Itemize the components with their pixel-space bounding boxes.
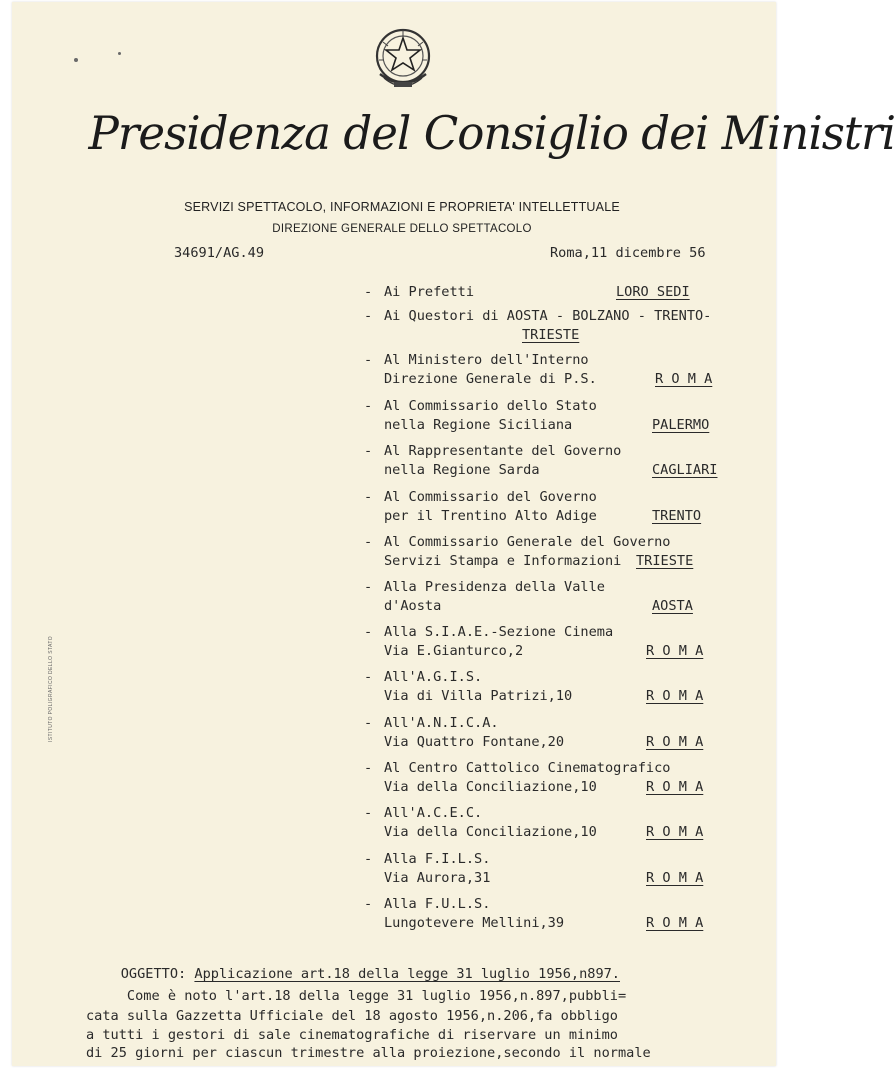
recipient-line: Ai Prefetti	[384, 284, 475, 300]
recipient-dash: -	[364, 579, 373, 595]
recipient-dash: -	[364, 489, 373, 505]
recipient-line: Via Quattro Fontane,20	[384, 733, 565, 750]
recipient-dash: -	[364, 669, 373, 685]
recipient-line: Via della Conciliazione,10	[384, 823, 597, 840]
subject-label: OGGETTO:	[120, 966, 187, 982]
recipient-city: TRENTO	[652, 507, 702, 524]
recipient-dash: -	[364, 352, 373, 368]
recipient-dash: -	[364, 534, 373, 550]
recipient-line: Lungotevere Mellini,39	[384, 914, 565, 931]
recipient-city: TRIESTE	[636, 552, 694, 569]
recipient-line: Via di Villa Patrizi,10	[384, 687, 573, 704]
recipient-line: Via Aurora,31	[384, 869, 491, 886]
recipient-line: Al Rappresentante del Governo	[384, 443, 622, 459]
recipient-line: TRIESTE	[522, 326, 580, 343]
recipient-city: R O M A	[655, 370, 713, 387]
recipient-dash: -	[364, 308, 373, 324]
recipient-city: R O M A	[646, 642, 704, 659]
recipient-city: AOSTA	[652, 597, 693, 614]
recipient-line: Alla Presidenza della Valle	[384, 579, 605, 595]
date-place: Roma,11 dicembre 56	[550, 245, 706, 261]
body-line: di 25 giorni per ciascun trimestre alla proiezione,secondo il normale	[86, 1045, 651, 1061]
recipient-line: All'A.N.I.C.A.	[384, 715, 499, 731]
recipient-dash: -	[364, 805, 373, 821]
recipient-city: R O M A	[646, 778, 704, 795]
letterhead-service: SERVIZI SPETTACOLO, INFORMAZIONI E PROPRIETA' INTELLETTUALE	[184, 200, 620, 214]
body-line: Come è noto l'art.18 della legge 31 luglio 1956,n.897,pubbli=	[86, 988, 627, 1004]
recipient-line: nella Regione Siciliana	[384, 416, 573, 433]
recipient-dash: -	[364, 715, 373, 731]
recipient-dash: -	[364, 284, 373, 300]
recipient-city: R O M A	[646, 823, 704, 840]
recipient-city: PALERMO	[652, 416, 710, 433]
letterhead-title: Presidenza del Consiglio dei Ministri	[88, 106, 895, 160]
recipient-line: d'Aosta	[384, 597, 442, 614]
document-page	[12, 2, 895, 1066]
recipient-city: R O M A	[646, 914, 704, 931]
recipient-city: R O M A	[646, 687, 704, 704]
recipient-line: All'A.G.I.S.	[384, 669, 483, 685]
recipient-dash: -	[364, 760, 373, 776]
recipient-dash: -	[364, 443, 373, 459]
recipient-line: Al Centro Cattolico Cinematografico	[384, 760, 671, 776]
recipient-city: LORO SEDI	[616, 284, 690, 300]
recipient-dash: -	[364, 851, 373, 867]
recipient-line: Alla S.I.A.E.-Sezione Cinema	[384, 624, 614, 640]
recipient-line: Al Commissario Generale del Governo	[384, 534, 671, 550]
recipient-line: Ai Questori di AOSTA - BOLZANO - TRENTO-	[384, 308, 712, 324]
recipient-city: R O M A	[646, 869, 704, 886]
recipient-line: per il Trentino Alto Adige	[384, 507, 597, 524]
protocol-number: 34691/AG.49	[174, 245, 265, 261]
recipient-line: Via della Conciliazione,10	[384, 778, 597, 795]
recipient-line: nella Regione Sarda	[384, 461, 540, 478]
recipient-line: Servizi Stampa e Informazioni	[384, 552, 622, 569]
recipient-city: CAGLIARI	[652, 461, 718, 478]
recipient-line: Alla F.U.L.S.	[384, 896, 491, 912]
printer-side-stamp: ISTITUTO POLIGRAFICO DELLO STATO	[48, 635, 54, 742]
paper-speck	[118, 52, 121, 55]
body-line: cata sulla Gazzetta Ufficiale del 18 agosto 1956,n.206,fa obbligo	[86, 1008, 618, 1024]
recipient-dash: -	[364, 896, 373, 912]
body-line: a tutti i gestori di sale cinematografiche di riservare un minimo	[86, 1027, 618, 1043]
recipient-dash: -	[364, 398, 373, 414]
recipient-line: Via E.Gianturco,2	[384, 642, 524, 659]
recipient-line: Al Commissario del Governo	[384, 489, 597, 505]
recipient-line: Direzione Generale di P.S.	[384, 370, 597, 387]
recipient-line: Al Commissario dello Stato	[384, 398, 597, 414]
recipient-line: All'A.C.E.C.	[384, 805, 483, 821]
letterhead-direction: DIREZIONE GENERALE DELLO SPETTACOLO	[272, 223, 532, 235]
subject-text: Applicazione art.18 della legge 31 luglio 1956,n897.	[194, 966, 620, 982]
republic-emblem-icon	[370, 22, 436, 96]
recipient-line: Alla F.I.L.S.	[384, 851, 491, 867]
recipient-dash: -	[364, 624, 373, 640]
paper-speck	[74, 58, 78, 62]
recipient-city: R O M A	[646, 733, 704, 750]
recipient-line: Al Ministero dell'Interno	[384, 352, 589, 368]
